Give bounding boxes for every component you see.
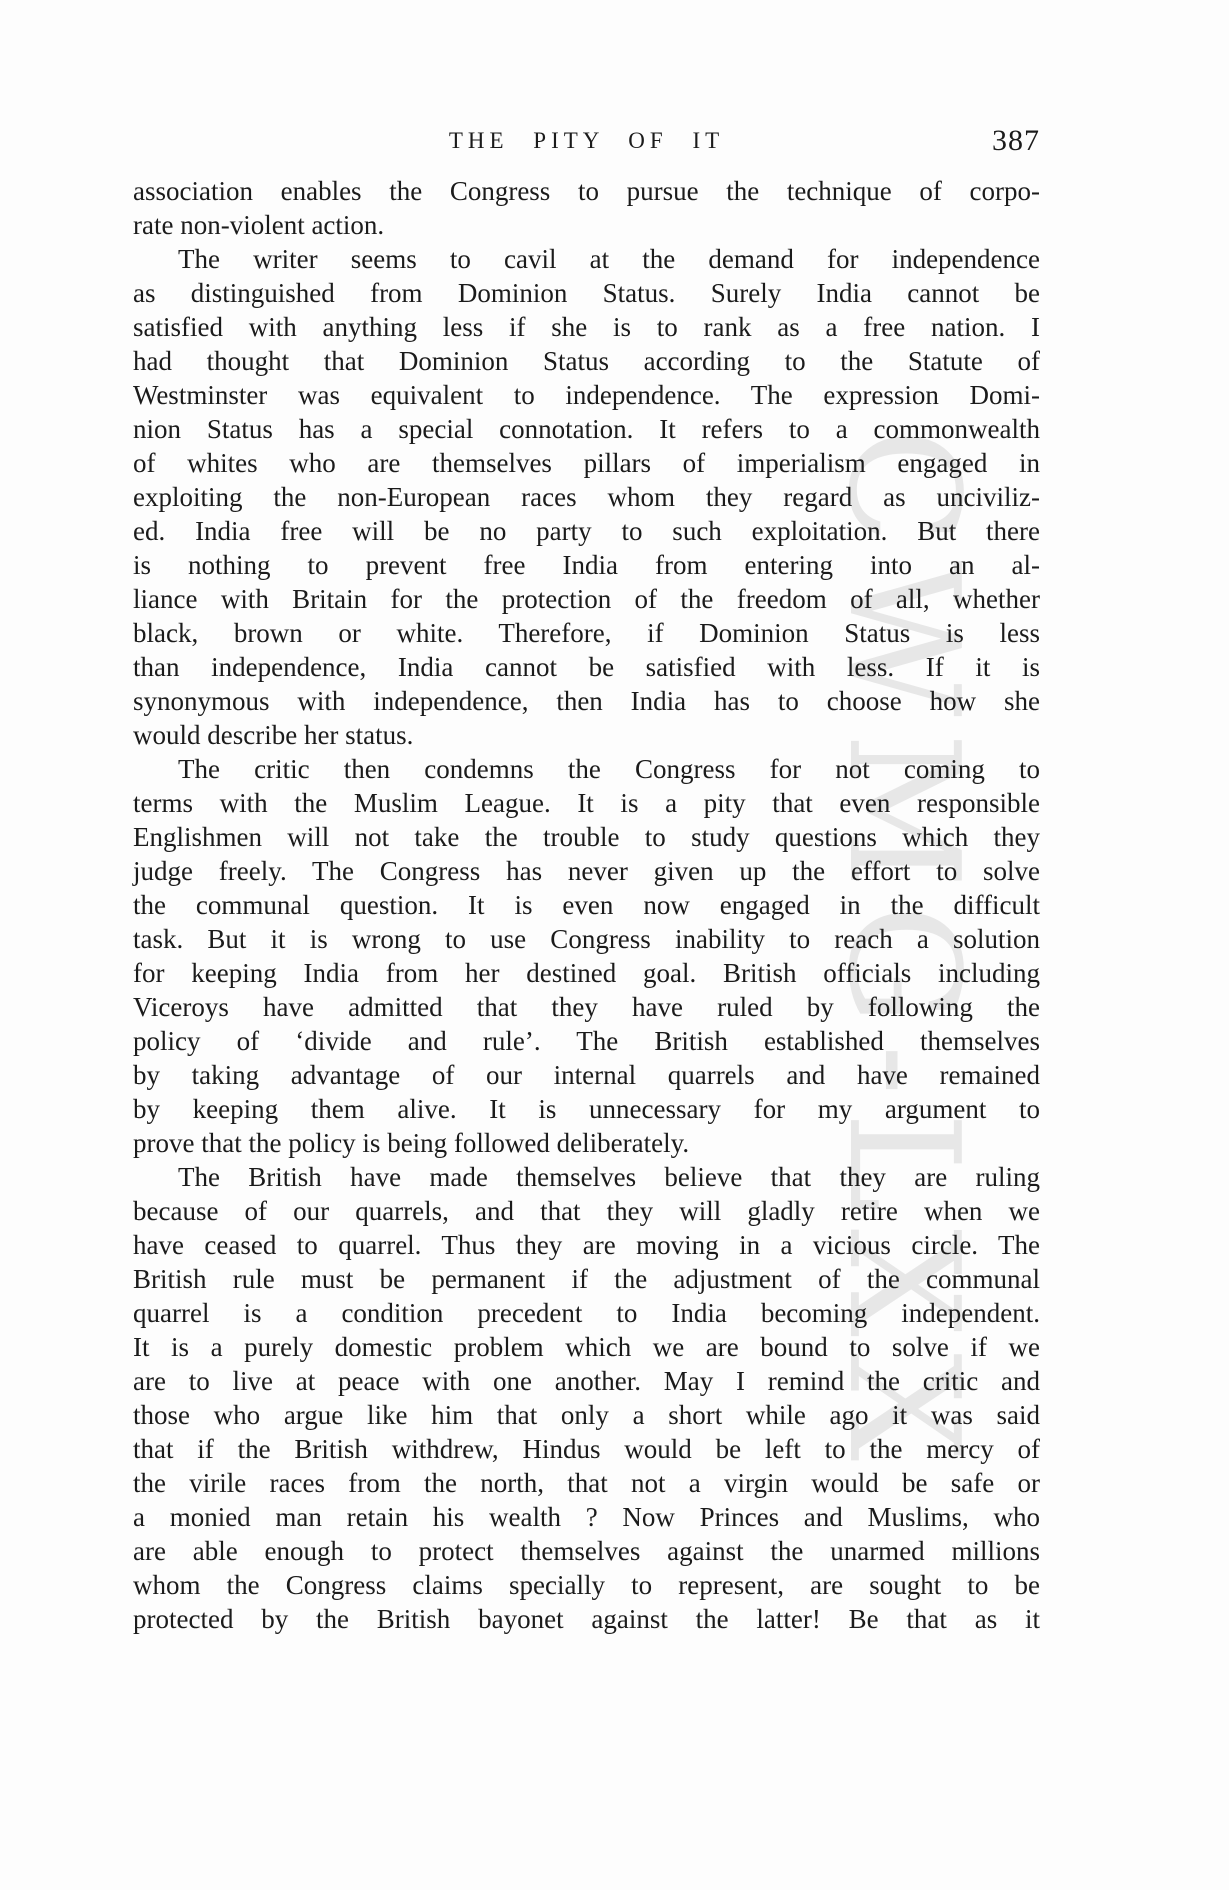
text-line: because of our quarrels, and that they will gladly retire when we — [133, 1196, 1040, 1226]
text-line: It is a purely domestic problem which we are bound to solve if we — [133, 1332, 1040, 1362]
text-line: prove that the policy is being followed deliberately. — [133, 1128, 690, 1158]
paragraph — [133, 1160, 1040, 1636]
text-line: would describe her status. — [133, 720, 414, 750]
text-line: than independence, India cannot be satisfied with less. If it is — [133, 652, 1040, 682]
watermark-text: CWMG-LXX — [815, 428, 992, 1478]
text-line: British rule must be permanent if the adjustment of the communal — [133, 1264, 1040, 1294]
text-line: had thought that Dominion Status according to the Statute of — [133, 346, 1040, 376]
text-line: ed. India free will be no party to such exploitation. But there — [133, 516, 1040, 546]
text-line: Viceroys have admitted that they have ruled by following the — [133, 992, 1040, 1022]
text-line: The British have made themselves believe that they are ruling — [178, 1162, 1040, 1192]
text-line: quarrel is a condition precedent to India becoming independent. — [133, 1298, 1040, 1328]
text-line: the communal question. It is even now engaged in the difficult — [133, 890, 1040, 920]
text-line: have ceased to quarrel. Thus they are moving in a vicious circle. The — [133, 1230, 1040, 1260]
text-line: the virile races from the north, that not a virgin would be safe or — [133, 1468, 1040, 1498]
text-line: is nothing to prevent free India from entering into an al- — [133, 550, 1040, 580]
page-body — [133, 174, 1040, 1636]
text-line: satisfied with anything less if she is to rank as a free nation. I — [133, 312, 1040, 342]
paragraph — [133, 752, 1040, 1160]
text-line: are to live at peace with one another. May I remind the critic and — [133, 1366, 1040, 1396]
running-title: THE PITY OF IT — [448, 128, 725, 153]
text-line: policy of ‘divide and rule’. The British established themselves — [133, 1026, 1040, 1056]
page-number: 387 — [992, 124, 1040, 157]
text-line: Westminster was equivalent to independence. The expression Domi- — [133, 380, 1040, 410]
text-line: liance with Britain for the protection of the freedom of all, whether — [133, 584, 1040, 614]
text-line: rate non-violent action. — [133, 210, 385, 240]
text-line: whom the Congress claims specially to represent, are sought to be — [133, 1570, 1040, 1600]
text-line: for keeping India from her destined goal. British officials including — [133, 958, 1040, 988]
text-line: by keeping them alive. It is unnecessary for my argument to — [133, 1094, 1040, 1124]
text-line: as distinguished from Dominion Status. Surely India cannot be — [133, 278, 1040, 308]
text-line: are able enough to protect themselves against the unarmed millions — [133, 1536, 1040, 1566]
text-line: exploiting the non-European races whom they regard as unciviliz- — [133, 482, 1040, 512]
text-line: those who argue like him that only a short while ago it was said — [133, 1400, 1040, 1430]
text-line: of whites who are themselves pillars of imperialism engaged in — [133, 448, 1040, 478]
page-header — [133, 124, 1040, 158]
text-line: black, brown or white. Therefore, if Dominion Status is less — [133, 618, 1040, 648]
text-line: nion Status has a special connotation. It refers to a commonwealth — [133, 414, 1040, 444]
text-line: protected by the British bayonet against the latter! Be that as it — [133, 1604, 1040, 1634]
text-line: Englishmen will not take the trouble to study questions which they — [133, 822, 1040, 852]
text-line: terms with the Muslim League. It is a pity that even responsible — [133, 788, 1040, 818]
text-line: synonymous with independence, then India has to choose how she — [133, 686, 1040, 716]
text-line: association enables the Congress to pursue the technique of corpo- — [133, 176, 1040, 206]
text-line: The writer seems to cavil at the demand for independence — [178, 244, 1040, 274]
text-line: by taking advantage of our internal quarrels and have remained — [133, 1060, 1040, 1090]
paragraph — [133, 174, 1040, 242]
paragraph — [133, 242, 1040, 752]
text-line: judge freely. The Congress has never given up the effort to solve — [133, 856, 1040, 886]
text-line: The critic then condemns the Congress for not coming to — [178, 754, 1040, 784]
text-line: a monied man retain his wealth ? Now Princes and Muslims, who — [133, 1502, 1040, 1532]
text-line: task. But it is wrong to use Congress inability to reach a solution — [133, 924, 1040, 954]
text-line: that if the British withdrew, Hindus would be left to the mercy of — [133, 1434, 1040, 1464]
